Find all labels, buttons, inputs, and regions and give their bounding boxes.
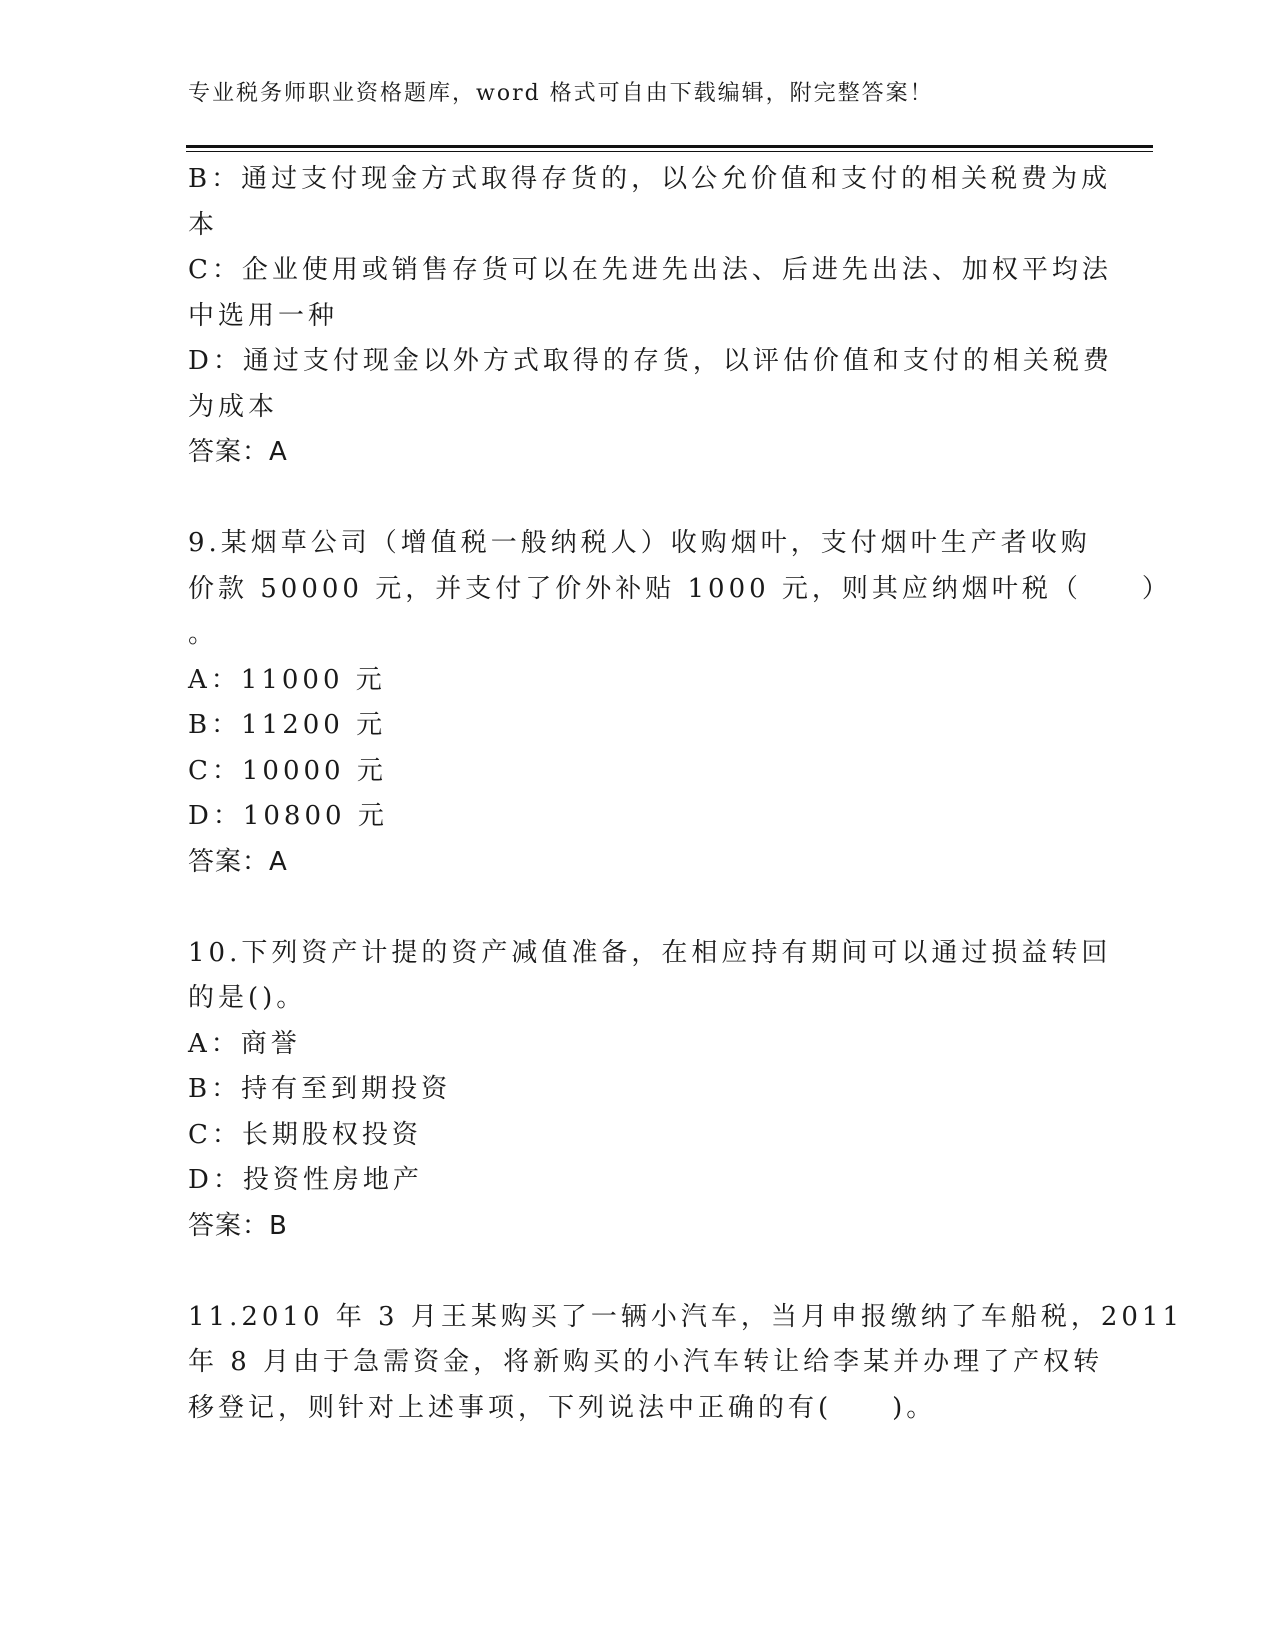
- question-stem-line-3: 。: [188, 619, 219, 649]
- header-rule-thick: [186, 145, 1153, 148]
- option-d-line-2: 为成本: [188, 391, 279, 422]
- option-c-line-2: 中选用一种: [188, 300, 339, 331]
- spacer: [188, 476, 1088, 522]
- option-c-line-1: C：企业使用或销售存货可以在先进先出法、后进先出法、加权平均法: [188, 255, 1112, 285]
- option-d: D：投资性房地产: [188, 1165, 423, 1195]
- question-stem-line-1: 10.下列资产计提的资产减值准备，在相应持有期间可以通过损益转回: [188, 937, 1112, 968]
- answer-label: 答案：A: [188, 846, 288, 877]
- option-a: A：11000 元: [188, 664, 386, 695]
- header-rule-thin: [186, 151, 1153, 152]
- question-stem-line-2: 价款 50000 元，并支付了价外补贴 1000 元，则其应纳烟叶税（ ）: [188, 573, 1172, 604]
- option-c: C：10000 元: [188, 755, 387, 786]
- page-header: 专业税务师职业资格题库，word 格式可自由下载编辑，附完整答案！: [188, 81, 934, 106]
- document-body: [188, 157, 1184, 1431]
- option-b: B：持有至到期投资: [188, 1074, 452, 1104]
- question-stem-line-2: 的是()。: [188, 983, 307, 1013]
- answer-label: 答案：A: [188, 437, 288, 467]
- spacer: [188, 885, 1088, 931]
- answer-label: 答案：B: [188, 1210, 288, 1241]
- question-stem-line-1: 9.某烟草公司（增值税一般纳税人）收购烟叶，支付烟叶生产者收购: [188, 528, 1091, 558]
- prev-question-block: [188, 157, 1113, 476]
- option-a: A：商誉: [188, 1028, 301, 1059]
- question-stem-line-3: 移登记，则针对上述事项，下列说法中正确的有( )。: [188, 1392, 937, 1423]
- option-b-line-2: 本: [188, 209, 219, 240]
- option-c: C：长期股权投资: [188, 1119, 422, 1150]
- question-9: [188, 521, 1172, 885]
- spacer: [188, 1249, 1088, 1295]
- question-10: [188, 931, 1112, 1250]
- option-b-line-1: B：通过支付现金方式取得存货的，以公允价值和支付的相关税费为成: [188, 164, 1112, 194]
- option-d: D：10800 元: [188, 801, 388, 831]
- question-11: [188, 1295, 1184, 1432]
- option-d-line-1: D：通过支付现金以外方式取得的存货，以评估价值和支付的相关税费: [188, 346, 1113, 376]
- question-stem-line-1: 11.2010 年 3 月王某购买了一辆小汽车，当月申报缴纳了车船税，2011: [188, 1301, 1184, 1332]
- question-stem-line-2: 年 8 月由于急需资金，将新购买的小汽车转让给李某并办理了产权转: [188, 1347, 1104, 1377]
- option-b: B：11200 元: [188, 710, 387, 740]
